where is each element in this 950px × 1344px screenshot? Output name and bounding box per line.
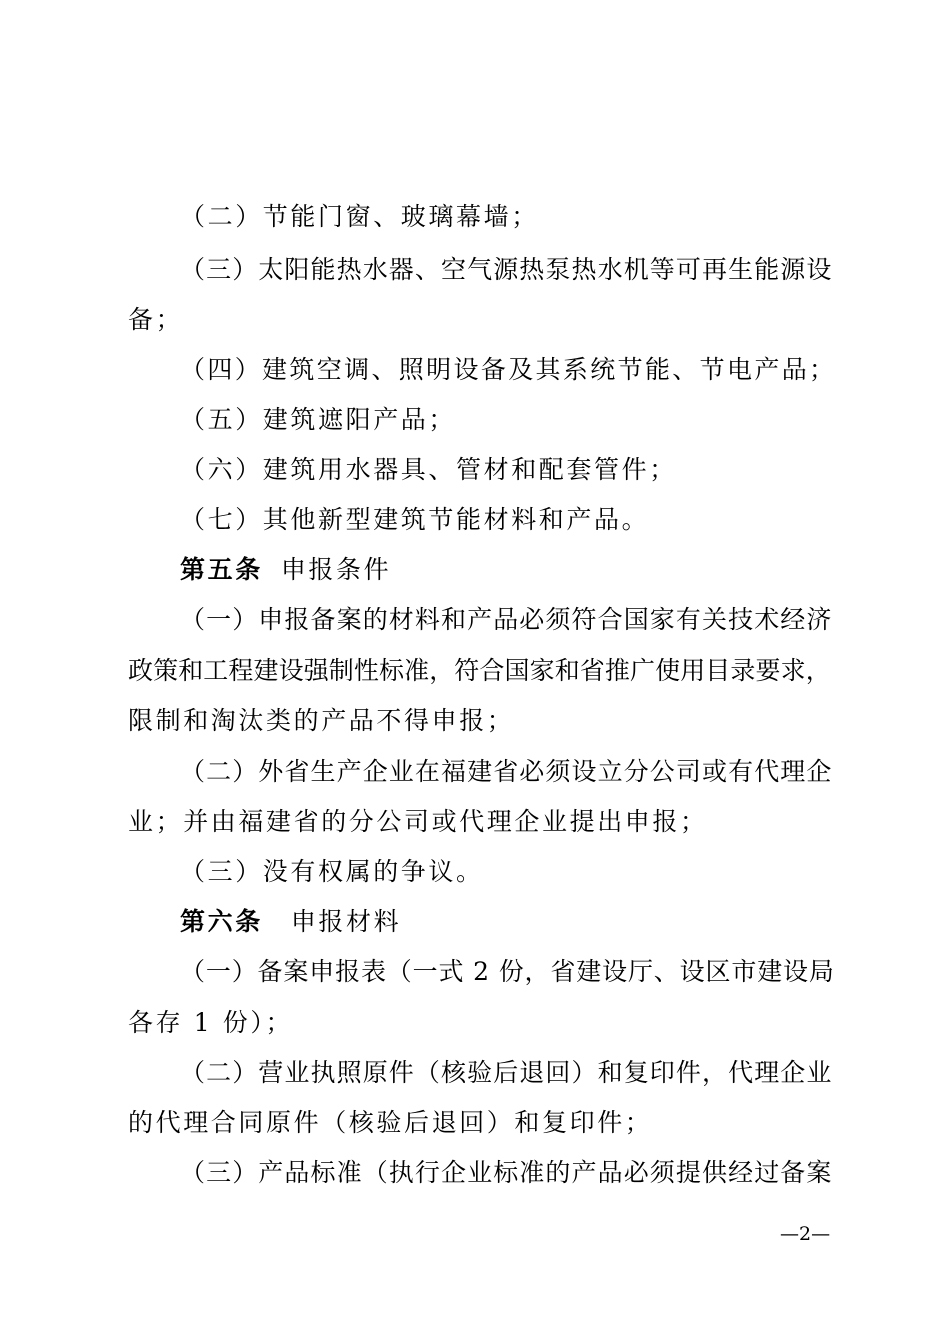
article-5-item-1-continued-2: 限制和淘汰类的产品不得申报； (128, 706, 515, 735)
list-item-6: （六）建筑用水器具、管材和配套管件； (180, 455, 677, 484)
article-5-item-2-continued: 业；并由福建省的分公司或代理企业提出申报； (128, 807, 708, 836)
list-item-7: （七）其他新型建筑节能材料和产品。 (180, 505, 650, 534)
article-5-item-1: （一）申报备案的材料和产品必须符合国家有关技术经济 (180, 605, 833, 634)
list-item-3-continued: 备； (128, 305, 184, 334)
article-5-number: 第五条 (180, 555, 263, 584)
article-6-item-1: （一）备案申报表（一式 2 份，省建设厅、设区市建设局 (180, 957, 835, 986)
article-6-title: 申报材料 (290, 907, 402, 936)
list-item-4: （四）建筑空调、照明设备及其系统节能、节电产品； (180, 355, 837, 384)
list-item-5: （五）建筑遮阳产品； (180, 405, 457, 434)
article-6-item-3: （三）产品标准（执行企业标准的产品必须提供经过备案 (180, 1158, 833, 1187)
list-item-3: （三）太阳能热水器、空气源热泵热水机等可再生能源设 (180, 255, 833, 284)
article-6-item-2-continued: 的代理合同原件（核验后退回）和复印件； (128, 1108, 653, 1137)
article-5-item-2: （二）外省生产企业在福建省必须设立分公司或有代理企 (180, 757, 833, 786)
article-6-number: 第六条 (180, 907, 263, 936)
article-5-heading (180, 553, 391, 587)
article-5-item-3: （三）没有权属的争议。 (180, 857, 484, 886)
article-5-item-1-continued: 政策和工程建设强制性标准，符合国家和省推广使用目录要求， (128, 656, 831, 685)
article-6-item-1-continued: 各存 1 份）； (128, 1008, 294, 1037)
article-5-title: 申报条件 (280, 555, 392, 584)
article-6-heading (180, 905, 401, 939)
list-item-2: （二）节能门窗、玻璃幕墙； (180, 202, 539, 231)
page-number: —2— (780, 1223, 831, 1245)
article-6-item-2: （二）营业执照原件（核验后退回）和复印件，代理企业 (180, 1058, 833, 1087)
